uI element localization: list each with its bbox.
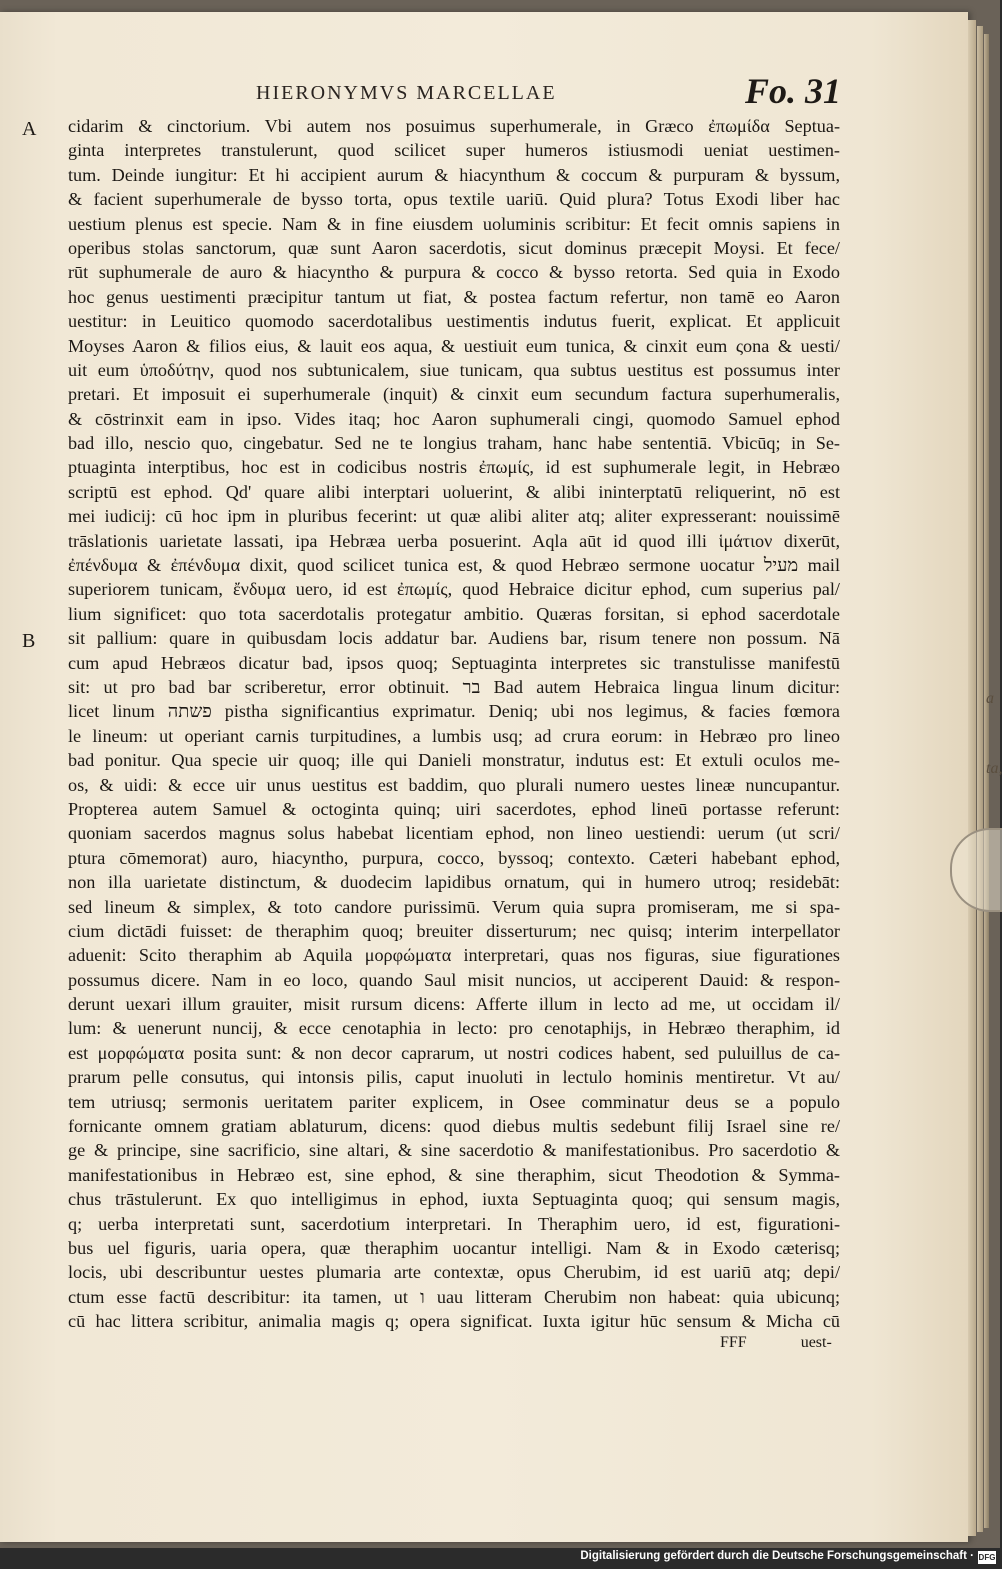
text-line: uestitur: in Leuitico quomodo sacerdotalibus uestimentis indutus fuerit, explicat. Et applicuit — [68, 311, 840, 332]
text-line: Propterea autem Samuel & octoginta quinq; uiri sacerdotes, ephod lineū portasse referunt: — [68, 798, 840, 819]
text-line: mei iudicij: cū hoc ipm in pluribus fecerint: ut quæ alibi aliter atq; aliter expresserant: nouissimē — [68, 506, 840, 527]
text-line: cū hac littera scribitur, animalia magis q; opera significat. Iuxta igitur hūc sensum & Micha cū — [68, 1311, 840, 1332]
text-line: rūt suphumerale de auro & hiacyntho & purpura & cocco & bysso retorta. Sed quia in Exodo — [68, 262, 840, 283]
margin-marker-b: B — [22, 630, 36, 652]
page-edge — [977, 26, 983, 1532]
text-line: scriptū est ephod. Qd' quare alibi interptari uoluerint, & alibi ininterptatū reliquerint, nō est — [68, 481, 840, 502]
margin-marker-a: A — [22, 118, 37, 140]
signature-and-catchword — [720, 1334, 832, 1352]
text-line: non illa uarietate distinctum, & duodecim lapidibus ornatum, qui in humero utroq; residebāt: — [68, 872, 840, 893]
text-line: est μορφώματα posita sunt: & non decor caprarum, ut nostri codices habent, sed puluillus de ca- — [68, 1042, 840, 1063]
text-line: cidarim & cinctorium. Vbi autem nos posuimus superhumerale, in Græco ἐπωμίδα Septua- — [68, 116, 840, 136]
text-line: ge & principe, sine sacrificio, sine altari, & sine sacerdotio & manifestationibus. Pro sacerdotio & — [68, 1140, 840, 1161]
page-edge — [984, 34, 989, 1528]
text-line: lium significet: quo tota sacerdotalis protegatur ambitio. Quæras forsitan, si ephod sacerdotale — [68, 603, 840, 624]
text-line: ctum esse factū describitur: ita tamen, ut ו uau litteram Cherubim non habeat: quia ubicunq; — [68, 1286, 840, 1307]
text-line: fornicante omnem gratiam ablaturum, dicens: quod diebus multis sedebunt filij Israel sine re/ — [68, 1116, 840, 1137]
text-line: sit pallium: quare in quibusdam locis addatur bar. Audiens bar, risum tenere non possum. Nā — [68, 628, 840, 649]
text-line: derunt uexari illum grauiter, misit rursum dicens: Afferte illum in lecto ad me, ut occidam il/ — [68, 994, 840, 1015]
text-line: chus trāstulerunt. Ex quo intelligimus in ephod, iuxta Septuaginta quoq; qui sensum magis, — [68, 1189, 840, 1210]
edge-letter: a — [986, 690, 994, 707]
text-line: possumus dicere. Nam in eo loco, quando Saul misit nuncios, ut acciperent Dauid: & respon- — [68, 969, 840, 990]
text-line: prarum pelle consutus, qui intonsis pilis, caput inuoluti in lectulo hominis mentiretur. Vt au/ — [68, 1067, 840, 1088]
footer-bar — [0, 1548, 1000, 1569]
text-line: ἐπένδυμα & ἐπένδυμα dixit, quod scilicet tunica est, & quod Hebræo sermone uocatur מעיל mail — [68, 555, 841, 576]
text-line: superiorem tunicam, ἔνδυμα uero, id est ἐπωμίς, quod Hebraice dicitur ephod, cum superius pal/ — [68, 579, 840, 600]
text-line: manifestationibus in Hebræo est, sine ephod, & sine theraphim, sicut Theodotion & Symma- — [68, 1164, 840, 1185]
text-line: & cōstrinxit eam in ipso. Vides itaq; hoc Aaron suphumerali cingi, quomodo Samuel ephod — [68, 408, 840, 429]
text-line: operibus stolas sanctorum, quæ sunt Aaron sacerdotis, sicut dominus præcepit Moysi. Et fece/ — [68, 237, 840, 258]
running-title: HIERONYMVS MARCELLAE — [256, 82, 557, 104]
text-line: cum apud Hebræos dicatur bad, ipsos quoq; Septuaginta interpretes sic transtulisse manifestū — [68, 652, 840, 673]
text-line: Moyses Aaron & filios eius, & lauit eos aqua, & uestiuit eum tunica, & cinxit eum ςona & uesti/ — [68, 335, 840, 356]
text-line: bus uel figuris, uaria opera, quæ theraphim uocantur intelligi. Nam & in Exodo cæterisq; — [68, 1237, 840, 1258]
text-line: os, & uidi: & ecce uir unus uestitus est baddim, quo plurali numero uestes lineæ nuncupantur. — [68, 774, 840, 795]
text-line: sed lineum & simplex, & toto candore purissimū. Verum quia supra promiseram, me si spa- — [68, 896, 840, 917]
folio-number: Fo. 31 — [745, 71, 842, 111]
text-line: tem utriusq; sermonis ueritatem pariter explicem, in Osee comminatur deus se a populo — [68, 1091, 840, 1112]
catchword: uest- — [800, 1334, 832, 1351]
text-line: locis, ubi describuntur uestes plumaria arte contextæ, opus Cherubim, id est uariū atq; depi/ — [68, 1262, 840, 1283]
text-line: trāslationis uarietate lassati, ipa Hebræa uerba posuerint. Aqla aūt id quod illi ἱμάτιον dixerūt, — [68, 530, 840, 551]
page-edge — [968, 20, 976, 1536]
text-line: uit eum ὑποδύτην, quod nos subtunicalem, siue tunicam, qua subtus uestitus est possumus inter — [68, 359, 840, 380]
funding-credit: Digitalisierung gefördert durch die Deutsche Forschungsgemeinschaft · — [580, 1550, 974, 1562]
text-line: aduenit: Scito theraphim ab Aquila μορφώματα interpretari, quas nos figuras, siue figurationes — [68, 945, 840, 966]
text-line: ginta interpretes transtulerunt, quod scilicet super humeros istiusmodi ueniat uestimen- — [68, 140, 840, 161]
text-line: uestium plenus est specie. Nam & in fine eiusdem uoluminis scribitur: Et fecit omnis sapiens in — [68, 213, 840, 234]
edge-letter: ta, — [986, 760, 1002, 777]
text-line: ptuaginta interptibus, hoc est in codicibus nostris ἐπωμίς, id est suphumerale legit, in Hebræo — [68, 457, 840, 478]
text-line: cium dictādi fuisset: de theraphim quoq; breuiter disserturum; nec quisq; interim interpellator — [68, 920, 840, 941]
text-line: quoniam sacerdos magnus solus habebat licentiam ephod, non lineo uestiendi: uerum (ut scri/ — [68, 823, 840, 844]
text-line: pretari. Et imposuit ei superhumerale (inquit) & cinxit eum secundum factura superhumeralis, — [68, 384, 840, 405]
text-line: sit: ut pro bad bar scriberetur, error obtinuit. בר Bad autem Hebraica lingua linum dicitur: — [68, 676, 840, 697]
text-line: bad ponitur. Qua specie uir quoq; ille qui Danieli monstratur, indutus est: Et extuli oculos me- — [68, 750, 840, 771]
signature-mark: FFF — [720, 1334, 747, 1351]
text-line: tum. Deinde iungitur: Et hi accipient aurum & hiacynthum & coccum & purpuram & byssum, — [68, 164, 840, 185]
text-line: licet linum פשתה pistha significantius exprimatur. Deniq; ubi nos legimus, & facies fœmora — [68, 701, 840, 722]
body-text — [68, 114, 840, 1334]
text-line: lum: & uenerunt nuncij, & ecce cenotaphia in lecto: pro cenotaphijs, in Hebræo theraphim, id — [68, 1018, 840, 1039]
text-line: ptura cōmemorat) auro, hiacyntho, purpura, cocco, byssoq; contexto. Cæteri habebant ephod, — [68, 847, 840, 868]
dfg-logo-icon: DFG — [978, 1553, 996, 1562]
text-line: bad illo, nescio quo, cingebatur. Sed ne te longius traham, hanc habe sententiā. Vbicūq; in Se- — [68, 433, 840, 454]
text-line: & facient superhumerale de bysso torta, opus textile uariū. Quid plura? Totus Exodi liber hac — [68, 189, 840, 210]
text-line: le lineum: ut operiant carnis turpitudines, a lumbis usq; ad crura eorum: in Hebræo pro lineo — [68, 725, 840, 746]
text-line: hoc genus uestimenti præcipitur tantum ut fiat, & postea factum refertur, non tamē eo Aaron — [68, 286, 840, 307]
text-line: q; uerba interpretati sunt, sacerdotium interpretari. In Theraphim uero, id est, figurationi- — [68, 1213, 840, 1234]
